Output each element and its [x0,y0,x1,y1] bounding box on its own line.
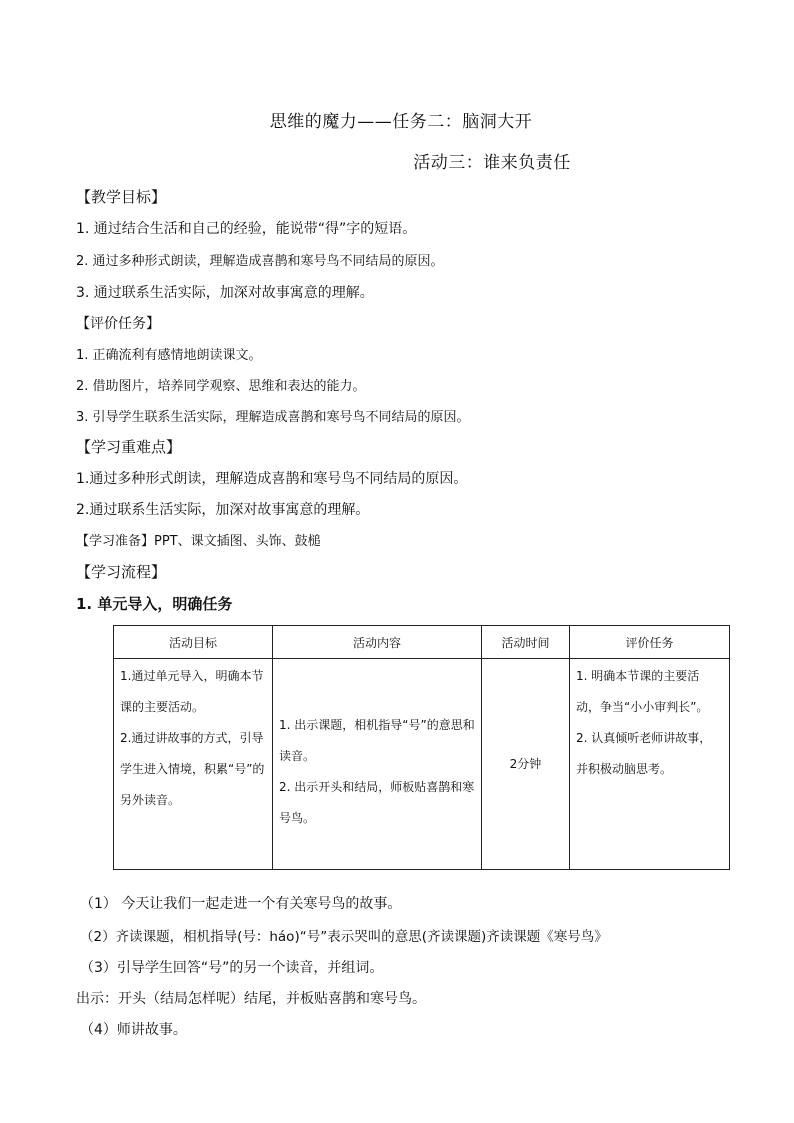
goal-item: 2. 通过多种形式朗读，理解造成喜鹊和寒号鸟不同结局的原因。 [76,254,444,269]
paragraph: （3）引导学生回答“号”的另一个读音，并组词。 [80,960,384,976]
section-heading-evaluation: 【评价任务】 [76,316,160,332]
evaluation-item: 2. 借助图片，培养同学观察、思维和表达的能力。 [76,379,366,394]
step-heading: 1. 单元导入，明确任务 [76,595,233,613]
paragraph: （1） 今天让我们一起走进一个有关寒号鸟的故事。 [80,896,402,912]
table-header-cell: 活动目标 [114,626,273,659]
key-point-item: 2.通过联系生活实际，加深对故事寓意的理解。 [76,502,370,518]
document-title: 思维的魔力——任务二：脑洞大开 [269,112,533,132]
cell-line: 1. 明确本节课的主要活动，争当“小小审判长”。 [576,669,709,714]
table-header-cell: 活动时间 [482,626,570,659]
section-heading-key-points: 【学习重难点】 [76,438,182,456]
table-row [114,659,730,870]
table-cell-goals [114,659,273,870]
cell-line: 1.通过单元导入，明确本节课的主要活动。 [120,669,264,714]
table-header-cell: 活动内容 [273,626,482,659]
evaluation-item: 3. 引导学生联系生活实际，理解造成喜鹊和寒号鸟不同结局的原因。 [76,410,470,425]
key-point-item: 1.通过多种形式朗读，理解造成喜鹊和寒号鸟不同结局的原因。 [76,471,468,487]
table-cell-time: 2分钟 [482,659,570,870]
table-header-row [114,626,730,659]
table-cell-evaluation [570,659,730,870]
cell-line: 1. 出示课题，相机指导“号”的意思和读音。 [279,718,475,763]
cell-line: 2.通过讲故事的方式，引导学生进入情境，积累“号”的另外读音。 [120,731,265,807]
section-heading-flow: 【学习流程】 [76,563,167,581]
goal-item: 3. 通过联系生活实际，加深对故事寓意的理解。 [76,285,374,301]
cell-line: 2. 认真倾听老师讲故事，并积极动脑思考。 [576,731,712,776]
paragraph: （2）齐读课题，相机指导(号：háo)“号”表示哭叫的意思(齐读课题)齐读课题《寒号鸟》 [80,929,608,945]
goal-item: 1. 通过结合生活和自己的经验，能说带“得”字的短语。 [76,221,417,237]
preparation-line: 【学习准备】PPT、课文插图、头饰、鼓槌 [76,534,321,549]
section-heading-goals: 【教学目标】 [76,188,167,206]
evaluation-item: 1. 正确流利有感情地朗读课文。 [76,348,262,363]
paragraph: 出示：开头（结局怎样呢）结尾，并板贴喜鹊和寒号鸟。 [76,991,426,1007]
activity-table [113,625,730,870]
table-header-cell: 评价任务 [570,626,730,659]
paragraph: （4）师讲故事。 [80,1022,187,1038]
activity-title: 活动三：谁来负责任 [413,153,571,173]
cell-line: 2. 出示开头和结局，师板贴喜鹊和寒号鸟。 [279,780,475,825]
table-cell-content [273,659,482,870]
